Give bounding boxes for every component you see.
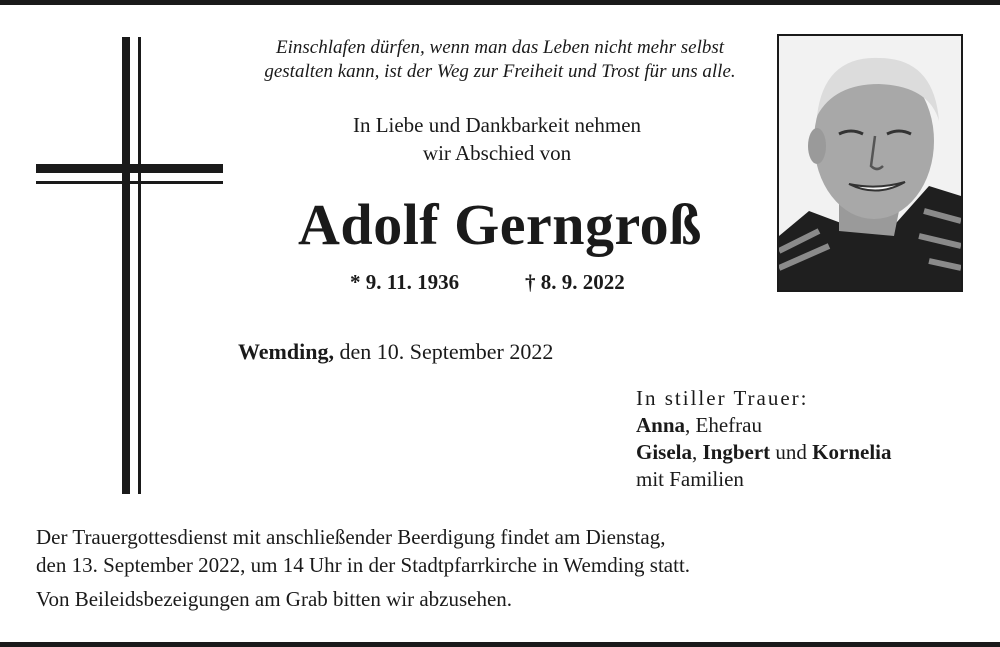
- intro-line-1: In Liebe und Dankbarkeit nehmen: [352, 113, 642, 137]
- death-date: † 8. 9. 2022: [525, 270, 625, 294]
- mourner-line-3: mit Familien: [636, 467, 744, 491]
- cross-beam-horizontal-thin: [36, 181, 223, 184]
- service-line-3: Von Beileidsbezeigungen am Grab bitten wir abzusehen.: [36, 587, 513, 611]
- quote-line-2: gestalten kann, ist der Weg zur Freiheit und Trost für uns alle.: [264, 61, 736, 82]
- quote: [222, 36, 778, 84]
- cross-beam-horizontal-thick: [36, 164, 223, 173]
- life-dates: [330, 270, 670, 296]
- mourner-name-anna: Anna: [636, 413, 686, 437]
- cross-beam-vertical-thin: [138, 37, 141, 494]
- deceased-name: Adolf Gerngroß: [298, 192, 702, 257]
- mourner-name-kornelia: Kornelia: [812, 440, 892, 464]
- portrait-drawing: [779, 36, 961, 290]
- mourner-name-gisela: Gisela: [636, 440, 692, 464]
- mourners-block: [636, 385, 976, 493]
- intro-text: [262, 111, 732, 167]
- mourner-name-ingbert: Ingbert: [702, 440, 771, 464]
- notice-date: den 10. September 2022: [333, 339, 554, 364]
- mourner-line-1: [636, 412, 976, 439]
- service-line-2: den 13. September 2022, um 14 Uhr in der Stadtpfarrkirche in Wemding statt.: [36, 553, 691, 577]
- separator-comma: ,: [692, 440, 703, 464]
- mourners-heading: In stiller Trauer:: [636, 386, 809, 410]
- cross-beam-vertical-thick: [122, 37, 130, 494]
- mourner-relation: , Ehefrau: [685, 413, 762, 437]
- quote-line-1: Einschlafen dürfen, wenn man das Leben nicht mehr selbst: [275, 37, 725, 58]
- service-line-1: Der Trauergottesdienst mit anschließender Beerdigung findet am Dienstag,: [36, 525, 666, 549]
- service-info: [36, 523, 976, 613]
- separator-und: und: [770, 440, 813, 464]
- mourner-line-2: [636, 439, 976, 466]
- birth-date: * 9. 11. 1936: [350, 270, 460, 294]
- intro-line-2: wir Abschied von: [422, 141, 572, 165]
- place-name: Wemding,: [238, 339, 334, 364]
- place-and-date: [238, 338, 553, 366]
- portrait-photo: [777, 34, 963, 292]
